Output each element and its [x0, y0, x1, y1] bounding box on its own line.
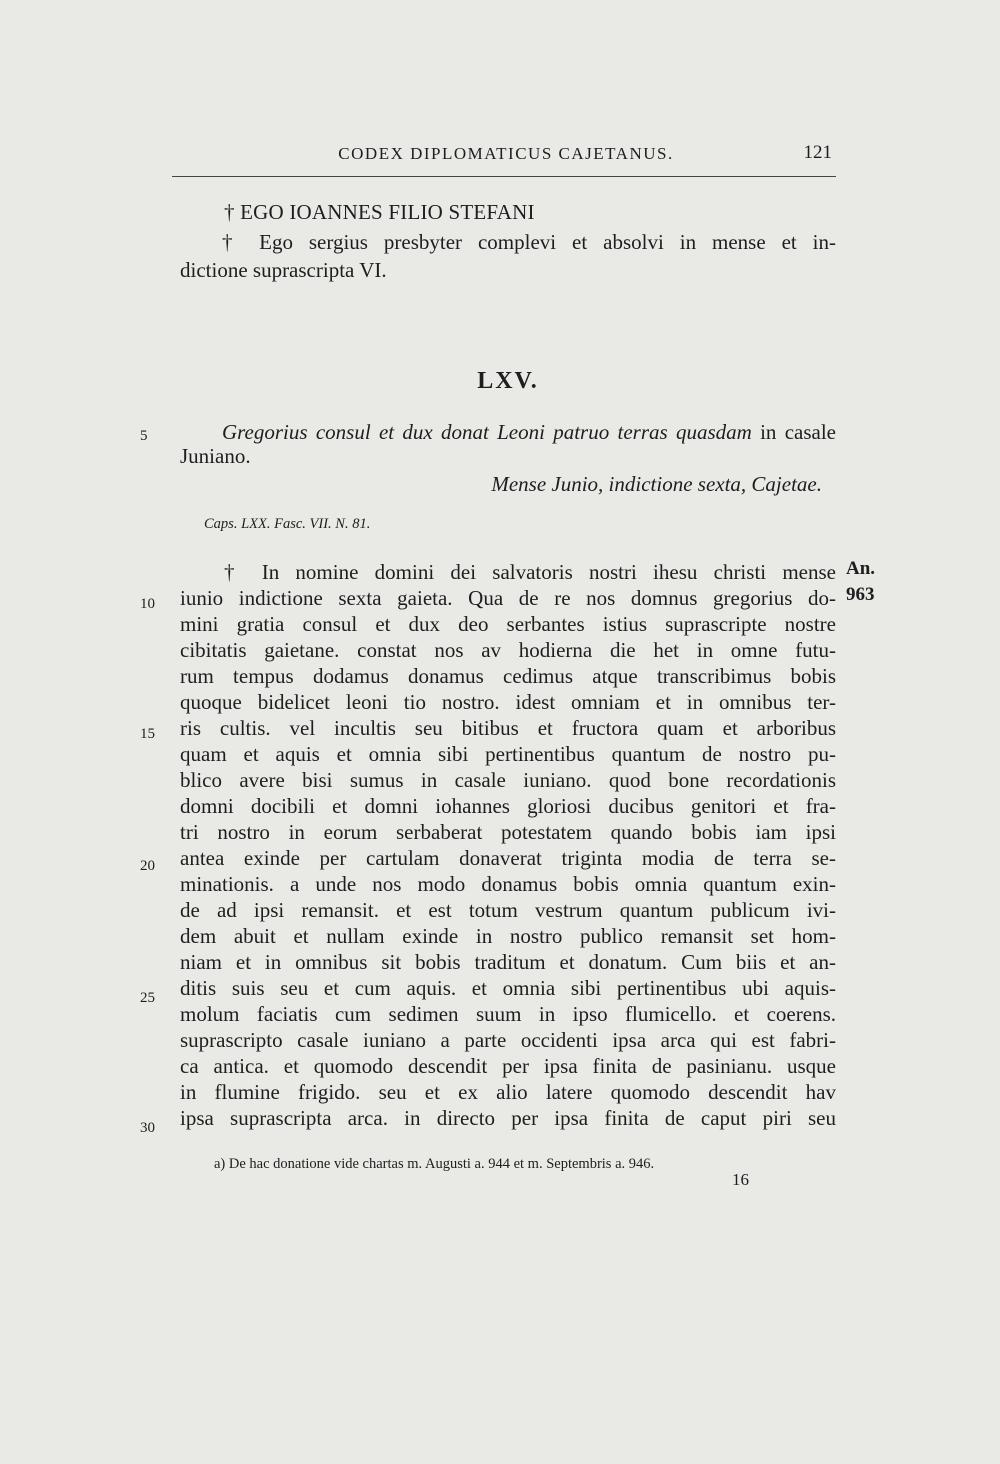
subscription-line-3: dictione suprascripta VI.: [180, 258, 387, 282]
body-line: ris cultis. vel incultis seu bitibus et fructora quam et arboribus: [180, 716, 836, 740]
date-place: Mense Junio, indictione sexta, Cajetae.: [491, 472, 822, 496]
body-line: blico avere bisi sumus in casale iuniano. quod bone recordationis: [180, 768, 836, 792]
line-number-30: 30: [140, 1120, 155, 1136]
body-line: molum faciatis cum sedimen suum in ipso flumicello. et coerens.: [180, 1002, 836, 1026]
summary-italic: Gregorius consul et dux donat Leoni patruo terras quasdam: [222, 420, 752, 444]
charter-summary-line-2: Juniano.: [180, 444, 251, 468]
body-line: in flumine frigido. seu et ex alio latere quomodo descendit hav: [180, 1080, 836, 1104]
body-line: quam et aquis et omnia sibi pertinentibus quantum de nostro pu-: [180, 742, 836, 766]
charter-number: LXV.: [477, 368, 539, 394]
line-number-25: 25: [140, 990, 155, 1006]
body-line: minationis. a unde nos modo donamus bobis omnia quantum exin-: [180, 872, 836, 896]
body-line: iunio indictione sexta gaieta. Qua de re nos domnus gregorius do-: [180, 586, 836, 610]
header-rule: [172, 176, 836, 177]
body-line: quoque bidelicet leoni tio nostro. idest omniam et in omnibus ter-: [180, 690, 836, 714]
archive-reference: Caps. LXX. Fasc. VII. N. 81.: [204, 516, 371, 532]
summary-tail: in casale: [760, 420, 836, 444]
charter-summary-line-1: [222, 420, 836, 445]
page-header: [172, 140, 840, 170]
body-line: mini gratia consul et dux deo serbantes istius suprascripte nostre: [180, 612, 836, 636]
body-line: † In nomine domini dei salvatoris nostri ihesu christi mense: [224, 560, 836, 584]
subscription-line-1: † EGO IOANNES FILIO STEFANI: [224, 200, 535, 224]
body-line: niam et in omnibus sit bobis traditum et donatum. Cum biis et an-: [180, 950, 836, 974]
signature-mark: 16: [732, 1170, 749, 1189]
body-line: de ad ipsi remansit. et est totum vestrum quantum publicum ivi-: [180, 898, 836, 922]
page-number: 121: [803, 142, 832, 163]
body-line: tri nostro in eorum serbaberat potestatem quando bobis iam ipsi: [180, 820, 836, 844]
footnote: a) De hac donatione vide chartas m. Augusti a. 944 et m. Septembris a. 946.: [214, 1156, 655, 1172]
body-line: ipsa suprascripta arca. in directo per ipsa finita de caput piri seu: [180, 1106, 836, 1130]
line-number-10: 10: [140, 596, 155, 612]
line-number-20: 20: [140, 858, 155, 874]
line-number-5: 5: [140, 428, 148, 444]
running-title: CODEX DIPLOMATICUS CAJETANUS.: [338, 144, 674, 163]
body-line: ditis suis seu et cum aquis. et omnia sibi pertinentibus ubi aquis-: [180, 976, 836, 1000]
body-line: cibitatis gaietane. constat nos av hodierna die het in omne futu-: [180, 638, 836, 662]
subscription-line-2: † Ego sergius presbyter complevi et absolvi in mense et in-: [222, 230, 836, 254]
body-line: ca antica. et quomodo descendit per ipsa finita de pasinianu. usque: [180, 1054, 836, 1078]
body-line: rum tempus dodamus donamus cedimus atque transcribimus bobis: [180, 664, 836, 688]
margin-year-value: 963: [846, 584, 875, 605]
body-line: suprascripto casale iuniano a parte occidenti ipsa arca qui est fabri-: [180, 1028, 836, 1052]
margin-year-label: An.: [846, 558, 876, 579]
body-line: dem abuit et nullam exinde in nostro publico remansit set hom-: [180, 924, 836, 948]
body-line: domni docibili et domni iohannes gloriosi ducibus genitori et fra-: [180, 794, 836, 818]
line-number-15: 15: [140, 726, 155, 742]
body-line: antea exinde per cartulam donaverat triginta modia de terra se-: [180, 846, 836, 870]
